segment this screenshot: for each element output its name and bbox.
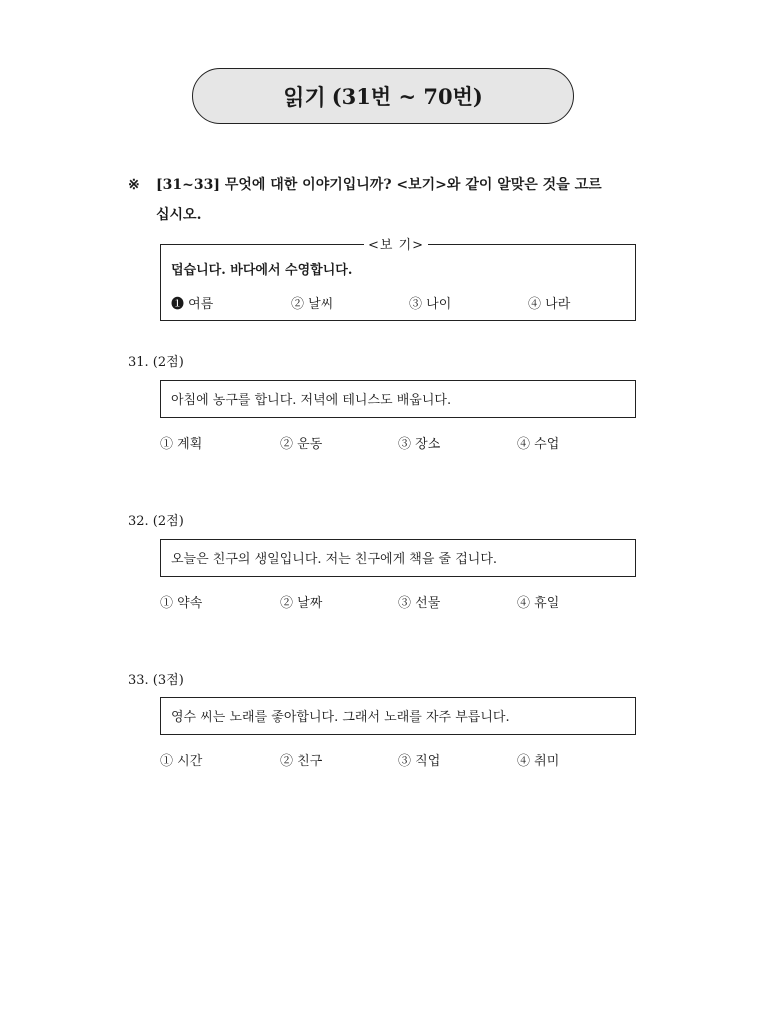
example-option-1: ❶ 여름 — [171, 297, 214, 312]
question-31-passage: 아침에 농구를 합니다. 저녁에 테니스도 배웁니다. — [160, 380, 636, 418]
question-33-option-1[interactable]: ① 시간 — [160, 754, 203, 769]
question-32-option-4[interactable]: ④ 휴일 — [517, 596, 560, 611]
section-title-range: (31번 ~ 70번) — [331, 84, 483, 109]
question-32-options — [160, 592, 630, 612]
section-title — [192, 68, 574, 124]
reference-mark: ※ — [128, 177, 140, 193]
question-32-option-2[interactable]: ② 날짜 — [280, 596, 323, 611]
section-title-main: 읽기 — [283, 84, 326, 111]
question-32-passage: 오늘은 친구의 생일입니다. 저는 친구에게 책을 줄 겁니다. — [160, 539, 636, 577]
example-option-2: ② 날씨 — [291, 297, 334, 312]
question-31-head: 31. (2점) — [128, 355, 184, 370]
example-option-3: ③ 나이 — [409, 297, 452, 312]
example-box — [160, 244, 636, 321]
question-33-option-4[interactable]: ④ 취미 — [517, 754, 560, 769]
question-31-option-1[interactable]: ① 계획 — [160, 437, 203, 452]
question-33-passage: 영수 씨는 노래를 좋아합니다. 그래서 노래를 자주 부릅니다. — [160, 697, 636, 735]
question-33-options — [160, 750, 630, 770]
question-32-option-3[interactable]: ③ 선물 — [398, 596, 441, 611]
question-32-head: 32. (2점) — [128, 514, 184, 529]
example-option-4: ④ 나라 — [528, 297, 571, 312]
question-33-option-2[interactable]: ② 친구 — [280, 754, 323, 769]
question-31-option-4[interactable]: ④ 수업 — [517, 437, 560, 452]
example-text: 덥습니다. 바다에서 수영합니다. — [171, 263, 353, 278]
question-31-option-3[interactable]: ③ 장소 — [398, 437, 441, 452]
question-33-option-3[interactable]: ③ 직업 — [398, 754, 441, 769]
question-33-head: 33. (3점) — [128, 673, 184, 688]
instruction — [128, 170, 638, 230]
question-31-options — [160, 433, 630, 453]
question-31-option-2[interactable]: ② 운동 — [280, 437, 323, 452]
example-label: <보 기> — [364, 234, 428, 253]
instruction-line-2: 십시오. — [156, 207, 202, 223]
example-options — [171, 293, 631, 313]
instruction-line-1: [31~33] 무엇에 대한 이야기입니까? <보기>와 같이 알맞은 것을 고르 — [156, 177, 602, 193]
question-32-option-1[interactable]: ① 약속 — [160, 596, 203, 611]
